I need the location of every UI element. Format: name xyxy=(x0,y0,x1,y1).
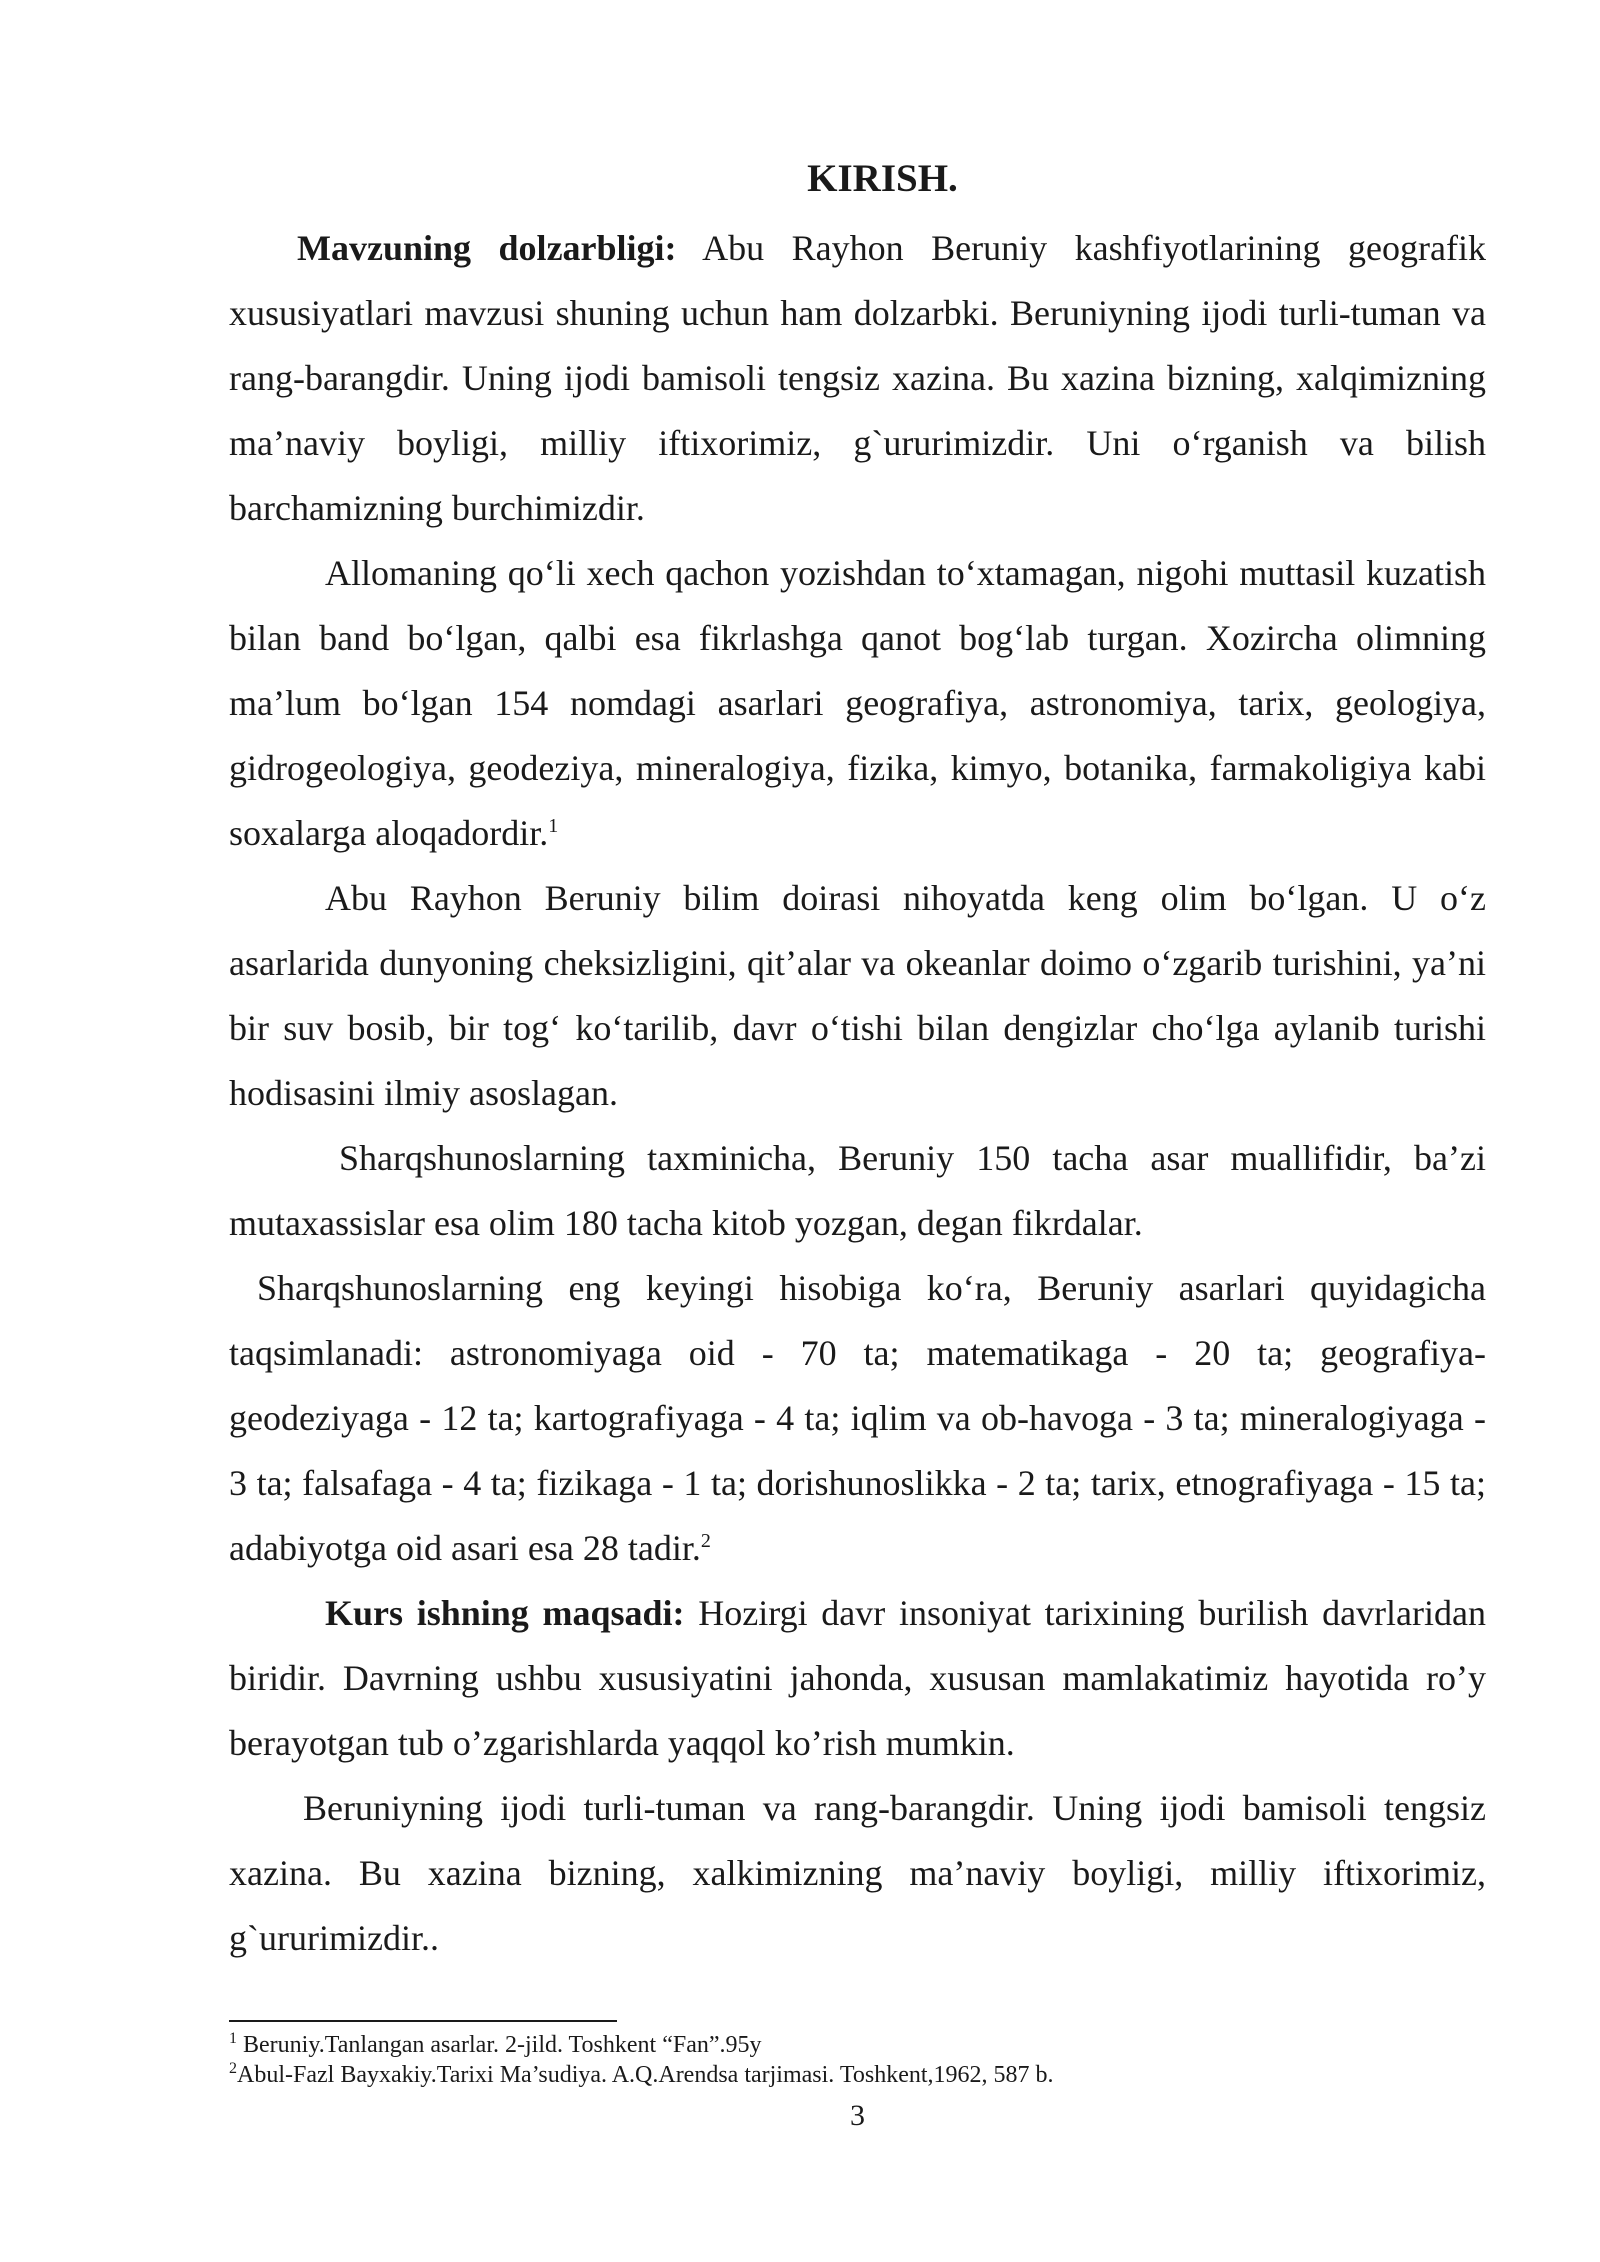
footnote-mark: 1 xyxy=(229,2030,237,2047)
paragraph-distribution xyxy=(229,1256,1486,1581)
footnote-separator xyxy=(229,2020,617,2022)
paragraph-text: Beruniyning ijodi turli-tuman va rang-barangdir. Uning ijodi bamisoli tengsiz xazina. Bu xazina bizning, xalkimizning ma’naviy boyligi, milliy iftixorimiz, g`ururimizdir.. xyxy=(229,1788,1486,1958)
document-body xyxy=(229,148,1486,1971)
paragraph-text: Abu Rayhon Beruniy bilim doirasi nihoyatda keng olim bo‘lgan. U o‘z asarlarida dunyoning cheksizligini, qit’alar va okeanlar doimo o‘zgarib turishini, ya’ni bir suv bosib, bir tog‘ ko‘tarilib, davr o‘tishi bilan dengizlar cho‘lga aylanib turishi hodisasini ilmiy asoslagan. xyxy=(229,878,1486,1113)
paragraph-knowledge xyxy=(229,866,1486,1126)
paragraph-text: Sharqshunoslarning eng keyingi hisobiga ko‘ra, Beruniy asarlari quyidagicha taqsimlanadi: astronomiyaga oid - 70 ta; matematikaga - 20 ta; geografiya-geodeziyaga - 12 ta; kartografiyaga - 4 ta; iqlim va ob-havoga - 3 ta; mineralogiyaga - 3 ta; falsafaga - 4 ta; fizikaga - 1 ta; dorishunoslikka - 2 ta; tarix, etnografiyaga - 15 ta; adabiyotga oid asari esa 28 tadir. xyxy=(229,1268,1486,1568)
paragraph-closing xyxy=(229,1776,1486,1971)
footnote-mark: 2 xyxy=(229,2060,237,2077)
footnote-text: Abul-Fazl Bayxakiy.Tarixi Ma’sudiya. A.Q.Arendsa tarjimasi. Toshkent,1962, 587 b. xyxy=(237,2062,1054,2088)
page-number: 3 xyxy=(850,2099,865,2132)
footnote-text: Beruniy.Tanlangan asarlar. 2-jild. Toshkent “Fan”.95y xyxy=(237,2032,762,2058)
paragraph-goal xyxy=(229,1581,1486,1776)
paragraph-text: Sharqshunoslarning taxminicha, Beruniy 150 tacha asar muallifidir, ba’zi mutaxassislar esa olim 180 tacha kitob yozgan, degan fikrdalar. xyxy=(229,1138,1486,1243)
paragraph-text: Hozirgi davr insoniyat tarixining burilish davrlaridan biridir. Davrning ushbu xususiyatini jahonda, xususan mamlakatimiz hayotida ro’y berayotgan tub o’zgarishlarda yaqqol ko’rish mumkin. xyxy=(229,1593,1486,1763)
paragraph-text: Abu Rayhon Beruniy kashfiyotlarining geografik xususiyatlari mavzusi shuning uchun ham dolzarbki. Beruniyning ijodi turli-tuman va rang-barangdir. Uning ijodi bamisoli tengsiz xazina. Bu xazina bizning, xalqimizning ma’naviy boyligi, milliy iftixorimiz, g`ururimizdir. Uni o‘rganish va bilish barchamizning burchimizdir. xyxy=(229,228,1486,528)
paragraph-estimate xyxy=(229,1126,1486,1256)
paragraph-relevance xyxy=(229,216,1486,541)
paragraph-text: Allomaning qo‘li xech qachon yozishdan to‘xtamagan, nigohi muttasil kuzatish bilan band bo‘lgan, qalbi esa fikrlashga qanot bog‘lab turgan. Xozircha olimning ma’lum bo‘lgan 154 nomdagi asarlari geografiya, astronomiya, tarix, geologiya, gidrogeologiya, geodeziya, mineralogiya, fizika, kimyo, botanika, farmakoligiya kabi soxalarga aloqadordir. xyxy=(229,553,1486,853)
footnote-reference[interactable]: 1 xyxy=(548,815,559,837)
footnote-2 xyxy=(229,2060,1486,2090)
paragraph-lead: Mavzuning dolzarbligi: xyxy=(297,228,677,268)
footnotes xyxy=(229,2030,1486,2090)
paragraph-lead: Kurs ishning maqsadi: xyxy=(325,1593,685,1633)
footnote-reference[interactable]: 2 xyxy=(700,1530,711,1552)
footnote-1 xyxy=(229,2030,1486,2060)
page-title: KIRISH. xyxy=(807,157,958,200)
paragraph-works xyxy=(229,541,1486,866)
